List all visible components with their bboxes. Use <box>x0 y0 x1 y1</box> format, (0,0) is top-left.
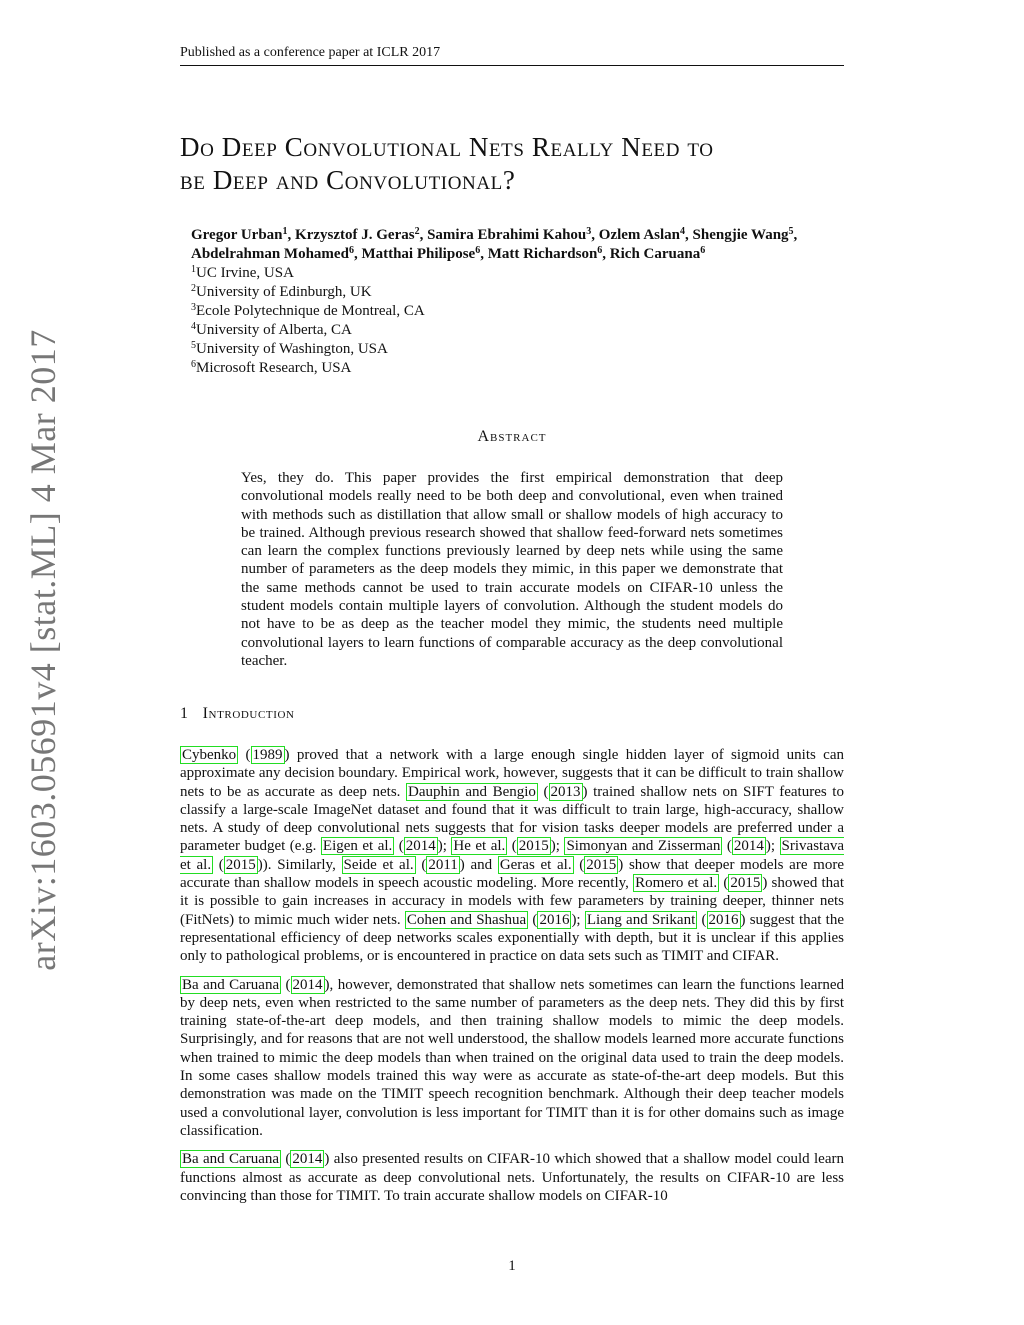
author-name: Shengjie Wang <box>692 227 789 243</box>
affiliation-number: 5 <box>191 340 196 351</box>
running-header: Published as a conference paper at ICLR 2017 <box>180 45 441 60</box>
citation-link[interactable]: Seide et al. <box>343 856 414 873</box>
author-affiliation-marker: 5 <box>788 226 794 237</box>
page-number: 1 <box>508 1258 516 1274</box>
citation-link[interactable]: Geras et al. <box>499 856 572 873</box>
title-line-1: Do Deep Convolutional Nets Really Need to <box>180 132 714 162</box>
affiliation-name: UC Irvine, USA <box>196 265 294 281</box>
citation-link[interactable]: 1989 <box>252 747 283 763</box>
citation-link[interactable]: 2013 <box>550 783 581 800</box>
title-line-2: be Deep and Convolutional? <box>180 165 516 195</box>
section-number: 1 <box>180 705 189 722</box>
affiliation-number: 6 <box>191 359 196 370</box>
abstract-text: Yes, they do. This paper provides the first empirical demonstration that deep convolutional models really need to be both deep and convolutional, even when trained with methods such as distillation that allow small or shallow models of high accuracy to be trained. Although previous research showed that shallow feed-forward nets sometimes can learn the complex functions previously learned by deep nets while using the same number of parameters as the deep models they mimic, in this paper we demonstrate that the same methods cannot be used to train accurate models on CIFAR-10 unless the student models contain multiple layers of convolution. Although the student models do not have to be as deep as the teacher model they mimic, the students need multiple convolutional layers to learn functions of comparable accuracy as the deep convolutional teacher. <box>241 470 783 669</box>
author-name: Abdelrahman Mohamed <box>191 246 349 262</box>
affiliation-number: 1 <box>191 264 196 275</box>
author-name: Samira Ebrahimi Kahou <box>427 227 587 243</box>
affiliation-number: 2 <box>191 283 196 294</box>
paragraph: Ba and Caruana ( 2014 ), however, demonstrated that shallow nets sometimes can learn the functions learned by deep nets, even when restricted to the same number of parameters as the deep nets. They did this by first training state-of-the-art deep models, and then training shallow models to mimic the deep models. Surprisingly, and for reasons that are not well understood, the shallow models learned more accurate functions when trained to mimic the deep models than when trained on the original data used to train the deep models. In some cases shallow models trained this way were as accurate as state-of-the-art deep models. But this demonstration was made on the TIMIT speech recognition benchmark. Although their deep teacher models used a convolutional layer, convolution is less important for TIMIT than it is for other domains such as image classification. <box>180 976 845 1139</box>
citation-link[interactable]: Simonyan and Zisserman <box>566 838 721 855</box>
author-name: Ozlem Aslan <box>598 227 681 243</box>
abstract-heading: Abstract <box>477 428 547 445</box>
citation-link[interactable]: Liang and Srikant <box>586 911 696 928</box>
citation-link[interactable]: 2015 <box>225 856 256 873</box>
citation-link[interactable]: Ba and Caruana <box>182 976 280 993</box>
citation-link[interactable]: 2011 <box>428 856 458 873</box>
affiliation <box>191 359 791 378</box>
citation-link[interactable]: He et al. <box>453 838 506 855</box>
author-name: Matthai Philipose <box>361 246 476 262</box>
citation-link[interactable]: Eigen et al. <box>322 838 393 855</box>
paragraph: Ba and Caruana ( 2014 ) also presented results on CIFAR-10 which showed that a shallow model could learn functions almost as accurate as deep convolutional nets. Unfortunately, the results on CIFAR-10 are less convincing than those for TIMIT. To train accurate shallow models on CIFAR-10 <box>180 1151 844 1204</box>
author-affiliation-marker: 3 <box>586 226 592 237</box>
arxiv-stamp: arXiv:1603.05691v4 [stat.ML] 4 Mar 2017 <box>23 329 63 971</box>
citation-link[interactable]: 2015 <box>730 875 761 892</box>
citation-link[interactable]: Cohen and Shashua <box>406 911 527 928</box>
citation-link[interactable]: 2014 <box>405 838 436 855</box>
citation-link[interactable]: 2016 <box>539 911 570 928</box>
author-affiliation-marker: 6 <box>348 245 354 256</box>
affiliation <box>191 264 791 283</box>
author-affiliation-marker: 4 <box>680 226 686 237</box>
citation-link[interactable]: 2015 <box>586 856 617 873</box>
author-affiliation-marker: 6 <box>700 245 706 256</box>
affiliation-number: 3 <box>191 302 196 313</box>
author-affiliation-marker: 6 <box>597 245 603 256</box>
paragraph: Cybenko ( 1989 ) proved that a network with a large enough single hidden layer of sigmoid units can approximate any decision boundary. Empirical work, however, suggests that it can be difficult to train shallow nets to be as accurate as deep nets. Dauphin and Bengio ( 2013 ) trained shallow nets on SIFT features to classify a large-scale ImageNet dataset and found that it was difficult to train large, high-accuracy, shallow nets. A study of deep convolutional nets suggests that for vision tasks deeper models are preferred under a parameter budget (e.g. Eigen et al. ( 2014 ); He et al. ( 2015 ); Simonyan and Zisserman ( 2014 ); Srivastava et al. ( 2015 )). Similarly, Seide et al. ( 2011 ) and Geras et al. ( 2015 ) show that deeper models are more accurate than shallow models in speech acoustic modeling. More recently, Romero et al. ( 2015 ) showed that it is possible to gain increases in accuracy in models with few parameters by training deeper, thinner nets (FitNets) to mimic much wider nets. Cohen and Shashua ( 2016 ); Liang and Srikant ( 2016 ) suggest that the representational efficiency of deep networks scales exponentially with depth, but it is unclear if this applies only to pathological problems, or is encountered in practice on data sets such as TIMIT and CIFAR. <box>180 747 845 965</box>
affiliation <box>191 321 791 340</box>
author-affiliation-marker: 6 <box>475 245 481 256</box>
author-name: Krzysztof J. Geras <box>295 227 415 243</box>
affiliation <box>191 283 791 302</box>
citation-link[interactable]: Dauphin and Bengio <box>408 783 536 800</box>
header-rule <box>180 65 844 66</box>
affiliation <box>191 302 791 321</box>
affiliation-number: 4 <box>191 321 196 332</box>
author-name: Matt Richardson <box>487 246 598 262</box>
affiliation-name: Ecole Polytechnique de Montreal, CA <box>196 303 425 319</box>
affiliation-list <box>191 264 791 378</box>
citation-link[interactable]: 2014 <box>733 838 764 855</box>
author-name: Rich Caruana <box>609 246 701 262</box>
citation-link[interactable]: 2014 <box>292 976 323 993</box>
citation-link[interactable]: Ba and Caruana <box>182 1151 280 1168</box>
paper-title <box>180 131 860 197</box>
citation-link[interactable]: Srivastava et al. <box>180 838 845 873</box>
affiliation-name: University of Alberta, CA <box>196 322 352 338</box>
author-list: Gregor Urban$^1$, Krzysztof J. Geras$^2$, Samira Ebrahimi Kahou$^3$, Ozlem Aslan$^4$, Shengjie Wang$^5$, Abdelrahman Mohamed$^6$, Matthai Philipose$^6$, Matt Richardson$^6$, Rich Caruana$^6$ <box>191 226 798 262</box>
citation-link[interactable]: Romero et al. <box>635 875 718 892</box>
body-text <box>180 746 844 1215</box>
affiliation <box>191 340 791 359</box>
citation-link[interactable]: 2015 <box>518 838 549 855</box>
citation-link[interactable]: 2014 <box>292 1151 323 1168</box>
section-heading <box>180 705 295 723</box>
citation-link[interactable]: Cybenko <box>182 747 237 763</box>
section-title: Introduction <box>202 705 295 722</box>
affiliation-name: University of Washington, USA <box>196 341 388 357</box>
affiliation-name: Microsoft Research, USA <box>196 360 352 376</box>
author-affiliation-marker: 1 <box>282 226 288 237</box>
citation-link[interactable]: 2016 <box>708 911 739 928</box>
author-affiliation-marker: 2 <box>414 226 420 237</box>
affiliation-name: University of Edinburgh, UK <box>196 284 372 300</box>
author-name: Gregor Urban <box>191 227 283 243</box>
